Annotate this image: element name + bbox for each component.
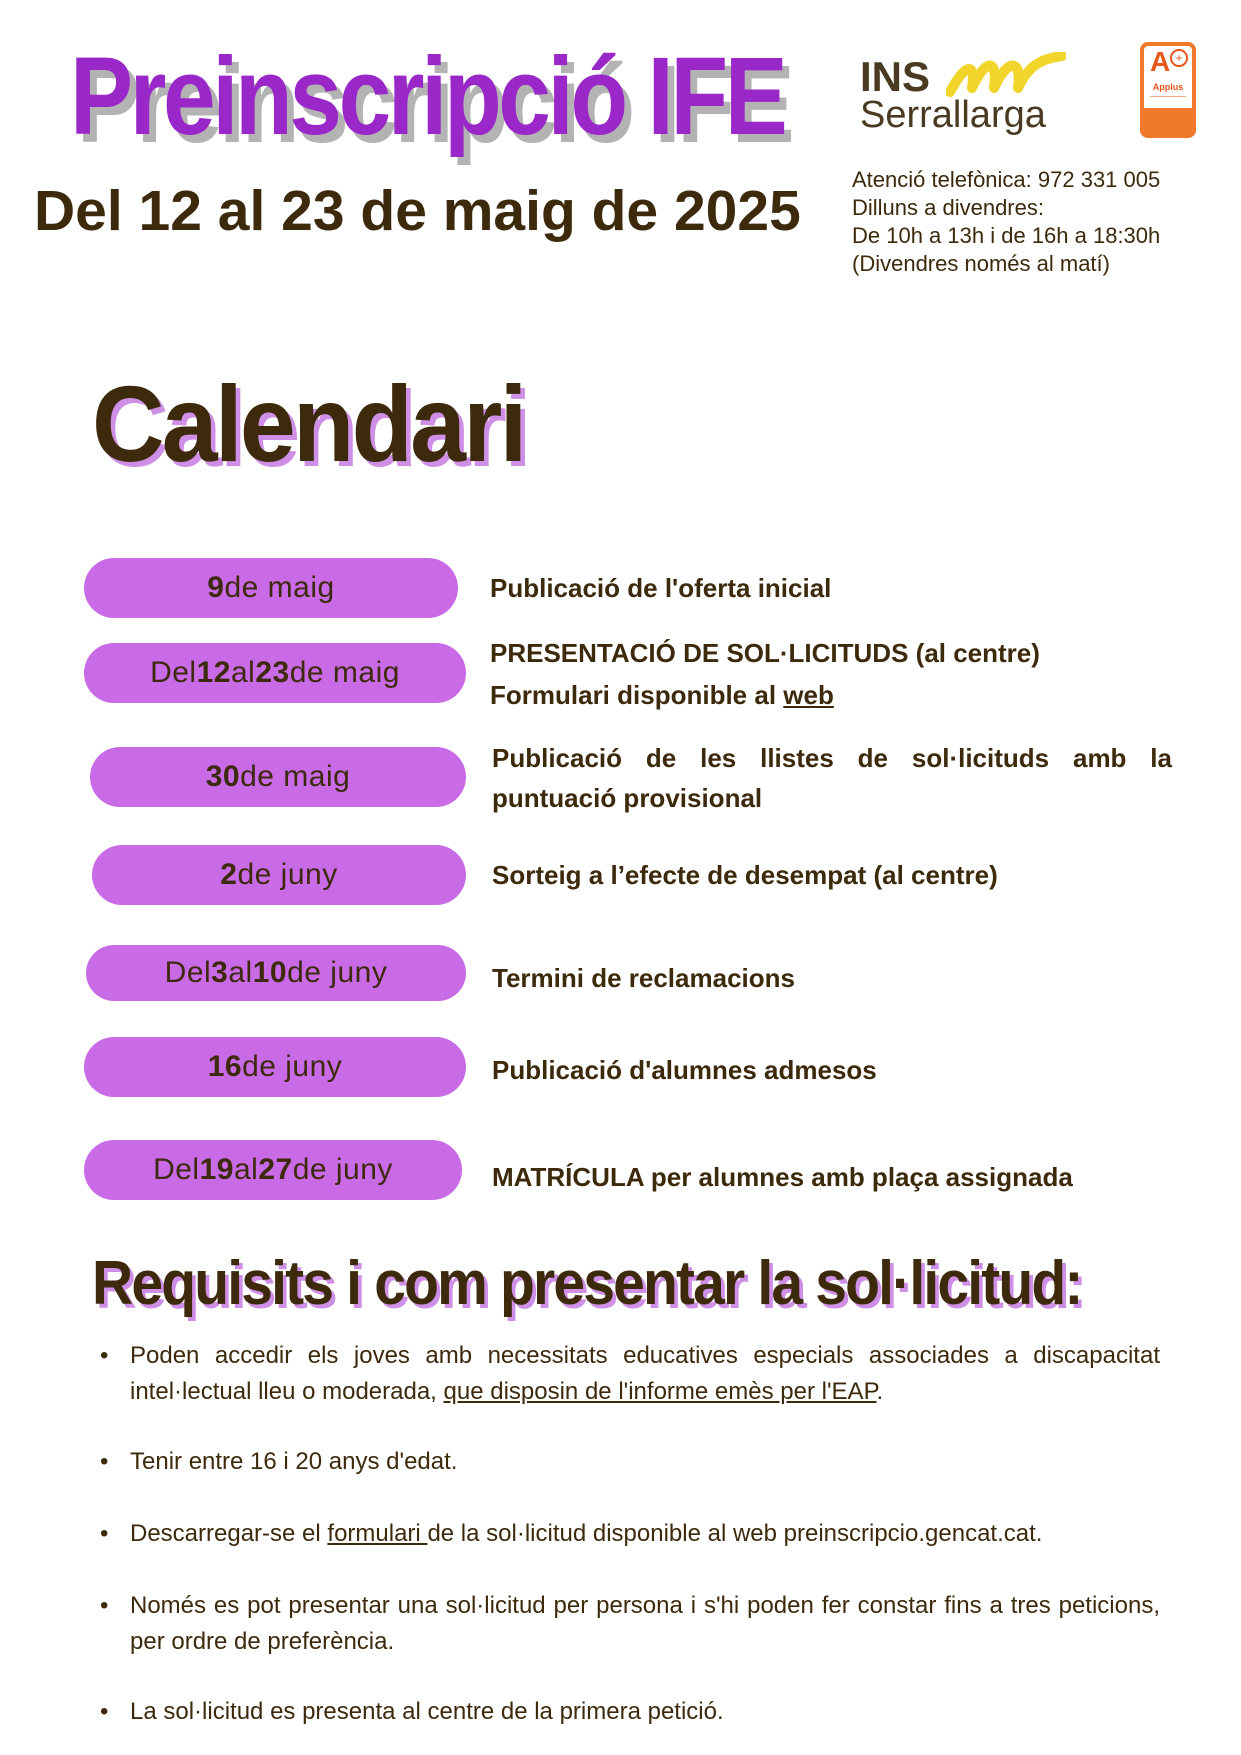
- school-logo-name: Serrallarga: [860, 94, 1046, 136]
- item-text: Tenir entre 16 i 20 anys d'edat.: [130, 1448, 458, 1475]
- event-text: [490, 632, 1040, 716]
- date-pill: [84, 1037, 466, 1097]
- date-pre: Del: [150, 656, 197, 689]
- item-text-post: .: [876, 1378, 884, 1405]
- school-logo-mark-icon: [946, 52, 1066, 98]
- event-suffix: (al centre): [908, 638, 1040, 668]
- list-item: [100, 1444, 1160, 1480]
- item-text: Només es pot presentar una sol·licitud per persona i s'hi poden fer constar fins a tres peticions, per ordre de preferència.: [130, 1592, 1160, 1655]
- event-main: PRESENTACIÓ DE SOL·LICITUDS: [490, 638, 909, 668]
- calendar-heading: Calendari: [92, 363, 525, 484]
- date-post: de juny: [287, 956, 388, 989]
- certification-brand: Applus: [1152, 82, 1184, 92]
- school-logo: [860, 53, 1075, 138]
- date-mid: al: [228, 956, 253, 989]
- date-mid: de maig: [240, 760, 351, 793]
- date-post: de juny: [292, 1153, 393, 1186]
- list-item: [100, 1338, 1160, 1410]
- date-day-start: 12: [196, 656, 231, 689]
- date-day-start: 16: [207, 1050, 243, 1083]
- item-text: Poden accedir els joves amb necessitats educatives especials associades a discapacitat intel·lectual lleu o moderada,: [130, 1342, 1160, 1405]
- date-day-start: 9: [207, 571, 225, 604]
- event-text: Publicació d'alumnes admesos: [492, 1055, 877, 1085]
- date-pill: [86, 945, 466, 1001]
- requirements-heading: Requisits i com presentar la sol·licitud:: [92, 1249, 1082, 1318]
- date-pill: [84, 643, 466, 703]
- date-post: de maig: [289, 656, 400, 689]
- date-mid: al: [230, 656, 256, 689]
- date-day-end: 10: [252, 956, 288, 989]
- date-day-start: 30: [205, 760, 241, 793]
- contact-phone: Atenció telefònica: 972 331 005: [852, 167, 1161, 192]
- date-mid: de juny: [237, 858, 338, 891]
- requirements-list: [100, 1338, 1160, 1730]
- event-text: Publicació de l'oferta inicial: [490, 573, 832, 603]
- date-pill: [92, 845, 466, 905]
- date-pre: Del: [164, 956, 212, 989]
- event-line2: Formulari disponible al: [490, 680, 784, 710]
- date-pre: Del: [153, 1153, 200, 1186]
- date-day-start: 19: [199, 1153, 234, 1186]
- contact-hours: De 10h a 13h i de 16h a 18:30h: [852, 223, 1161, 248]
- date-pill: [84, 558, 458, 618]
- item-text: La sol·licitud es presenta al centre de la primera petició.: [130, 1698, 724, 1725]
- date-pill: [84, 1140, 462, 1200]
- certification-badge: [1140, 42, 1196, 138]
- date-day-end: 23: [255, 656, 290, 689]
- event-text: Sorteig a l’efecte de desempat (al centre): [492, 860, 998, 890]
- contact-note: (Divendres només al matí): [852, 251, 1110, 276]
- date-day-end: 27: [258, 1153, 293, 1186]
- date-pill: [90, 747, 466, 807]
- event-text: Publicació de les llistes de sol·licituds amb la puntuació provisional: [492, 743, 1172, 813]
- eap-report-link[interactable]: que disposin de l'informe emès per l'EAP: [443, 1378, 877, 1405]
- date-day-start: 2: [220, 858, 238, 891]
- date-mid: al: [233, 1153, 259, 1186]
- event-text: MATRÍCULA per alumnes amb plaça assignada: [492, 1162, 1073, 1192]
- date-mid: de juny: [242, 1050, 343, 1083]
- certification-letter-icon: A: [1150, 46, 1171, 77]
- certification-plus-icon: +: [1170, 49, 1188, 67]
- list-item: [100, 1516, 1160, 1552]
- date-mid: de maig: [224, 571, 335, 604]
- item-text-post: de la sol·licitud disponible al web preinscripcio.gencat.cat.: [427, 1520, 1043, 1547]
- page-title: Preinscripció IFE: [70, 35, 785, 158]
- page-subtitle: Del 12 al 23 de maig de 2025: [34, 179, 801, 243]
- school-logo-ins: INS: [860, 53, 931, 100]
- contact-days: Dilluns a divendres:: [852, 195, 1044, 220]
- list-item: [100, 1694, 1160, 1730]
- contact-info: [852, 166, 1160, 278]
- list-item: [100, 1588, 1160, 1660]
- date-day-start: 3: [211, 956, 229, 989]
- web-link[interactable]: web: [783, 680, 834, 710]
- event-text: Termini de reclamacions: [492, 963, 795, 993]
- form-link[interactable]: formulari: [327, 1520, 428, 1547]
- certification-bar: [1144, 108, 1192, 134]
- item-text: Descarregar-se el: [130, 1520, 328, 1547]
